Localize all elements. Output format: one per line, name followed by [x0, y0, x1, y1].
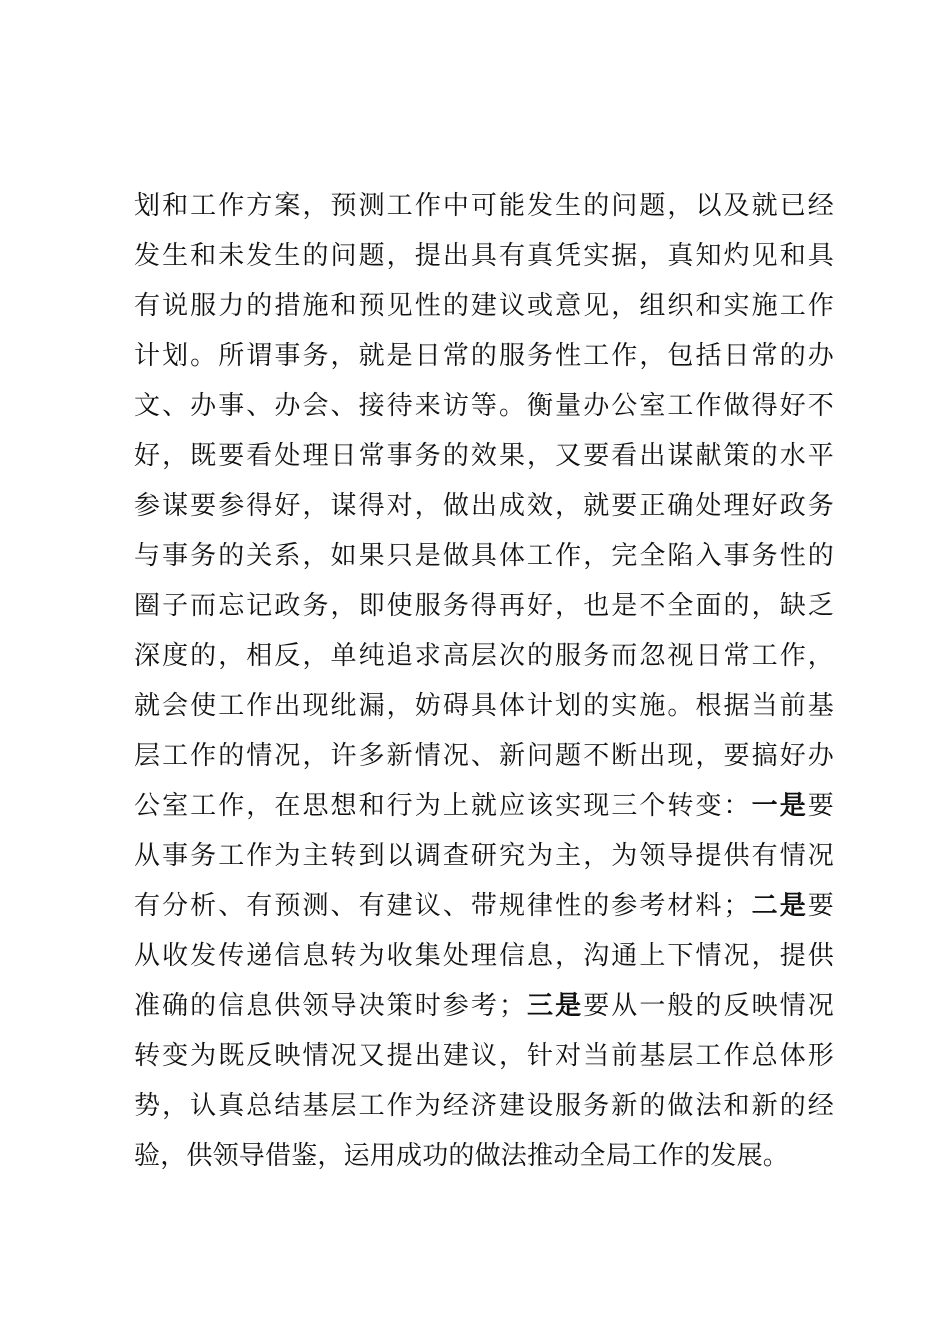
text-line-18: 转变为既反映情况又提出建议，针对当前基层工作总体形 [134, 1041, 834, 1071]
text-line-4: 计划。所谓事务，就是日常的服务性工作，包括日常的办 [134, 341, 834, 371]
text-line-1: 划和工作方案，预测工作中可能发生的问题，以及就已经 [134, 191, 834, 221]
text-line-5: 文、办事、办会、接待来访等。衡量办公室工作做得好不 [134, 391, 834, 421]
text-line-14: 从事务工作为主转到以调查研究为主，为领导提供有情况 [134, 841, 834, 871]
text-line-16: 从收发传递信息转为收集处理信息，沟通上下情况，提供 [134, 941, 834, 971]
text-line-3: 有说服力的措施和预见性的建议或意见，组织和实施工作 [134, 291, 834, 321]
text-run: 有分析、有预测、有建议、带规律性的参考材料； [134, 891, 750, 921]
text-line-8: 与事务的关系，如果只是做具体工作，完全陷入事务性的 [134, 541, 834, 571]
text-line-7: 参谋要参得好，谋得对，做出成效，就要正确处理好政务 [134, 491, 834, 521]
text-run: 要从一般的反映情况 [583, 991, 834, 1021]
text-line-11: 就会使工作出现纰漏，妨碍具体计划的实施。根据当前基 [134, 691, 834, 721]
text-line-17 [134, 981, 834, 1031]
text-line-13 [134, 781, 834, 831]
text-line-2: 发生和未发生的问题，提出具有真凭实据，真知灼见和具 [134, 241, 834, 271]
text-line-20: 验，供领导借鉴，运用成功的做法推动全局工作的发展。 [134, 1141, 790, 1171]
text-line-6: 好，既要看处理日常事务的效果，又要看出谋献策的水平 [134, 441, 834, 471]
text-line-9: 圈子而忘记政务，即使服务得再好，也是不全面的，缺乏 [134, 591, 834, 621]
text-line-10: 深度的，相反，单纯追求高层次的服务而忽视日常工作， [134, 641, 834, 671]
body-paragraph [134, 181, 834, 1181]
text-run: 公室工作，在思想和行为上就应该实现三个转变： [134, 791, 752, 821]
emphasis-second: 二是 [749, 891, 808, 921]
text-run: 要 [807, 791, 834, 821]
text-run: 要 [807, 891, 834, 921]
emphasis-first: 一是 [751, 791, 808, 821]
emphasis-third: 三是 [525, 991, 584, 1021]
text-run: 准确的信息供领导决策时参考； [134, 991, 526, 1021]
text-line-12: 层工作的情况，许多新情况、新问题不断出现，要搞好办 [134, 741, 834, 771]
text-line-19: 势，认真总结基层工作为经济建设服务新的做法和新的经 [134, 1091, 834, 1121]
text-line-15 [134, 881, 834, 931]
